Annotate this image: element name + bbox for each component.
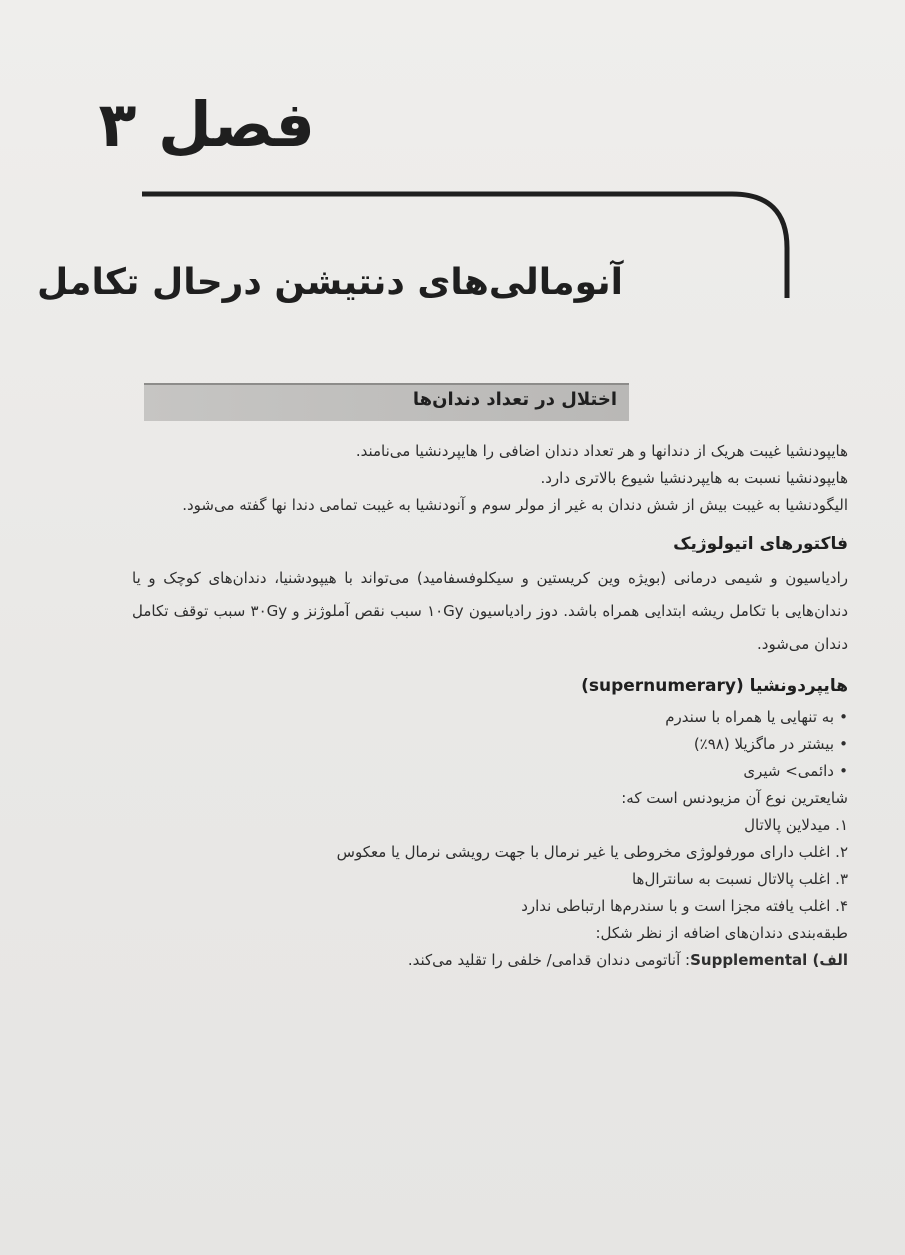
classification-item: الف) Supplemental: آناتومی دندان قدامی/ خلفی را تقلید می‌کند. — [407, 951, 848, 969]
bullet-item: •دائمی> شیری — [743, 762, 848, 780]
mesiodens-intro: شایعترین نوع آن مزیودنس است که: — [621, 789, 848, 807]
numbered-item: ۴. اغلب یافته مجزا است و با سندرم‌ها ارتباطی ندارد — [521, 897, 848, 915]
hyperdontia-heading: هایپردونشیا (supernumerary) — [581, 676, 848, 696]
chapter-title: فصل ۳ — [98, 88, 315, 161]
numbered-item: ۳. اغلب پالاتال نسبت به سانترال‌ها — [631, 870, 848, 888]
intro-paragraph-2: هایپودنشیا نسبت به هایپردنشیا شیوع بالاتری دارد. — [540, 469, 848, 487]
section-title: اختلال در تعداد دندان‌ها — [412, 389, 617, 410]
intro-paragraph-1: هایپودنشیا غیبت هریک از دندانها و هر تعداد دندان اضافی را هایپردنشیا می‌نامند. — [355, 442, 848, 460]
bullet-item: •بیشتر در ماگزیلا (۹۸٪) — [693, 735, 848, 753]
section-header-bar — [144, 383, 629, 421]
etiology-heading: فاکتورهای اتیولوژیک — [673, 534, 848, 554]
classification-intro: طبقه‌بندی دندان‌های اضافه از نظر شکل: — [595, 924, 848, 942]
bullet-item: •به تنهایی یا همراه با سندرم — [665, 708, 848, 726]
intro-paragraph-3: الیگودنشیا به غیبت بیش از شش دندان به غیر از مولر سوم و آنودنشیا به غیبت تمامی دندا نها گفته می‌شود. — [182, 496, 848, 514]
numbered-item: ۱. میدلاین پالاتال — [744, 816, 848, 834]
body-text — [132, 438, 848, 974]
etiology-paragraph: رادیاسیون و شیمی درمانی (بویژه وین کریستین و سیکلوفسفامید) می‌تواند با هیپودشنیا، دندان‌های کوچک و یا دندان‌هایی با تکامل ریشه ابتدایی همراه باشد. دوز رادیاسیون ۱۰Gy سبب نقص آملوژنز و ۳۰Gy سبب توقف تکامل دندان می‌شود. — [132, 569, 848, 653]
chapter-subtitle: آنومالی‌های دنتیشن درحال تکامل — [37, 262, 623, 303]
numbered-item: ۲. اغلب دارای مورفولوژی مخروطی یا غیر نرمال با جهت رویشی نرمال یا معکوس — [336, 843, 848, 861]
